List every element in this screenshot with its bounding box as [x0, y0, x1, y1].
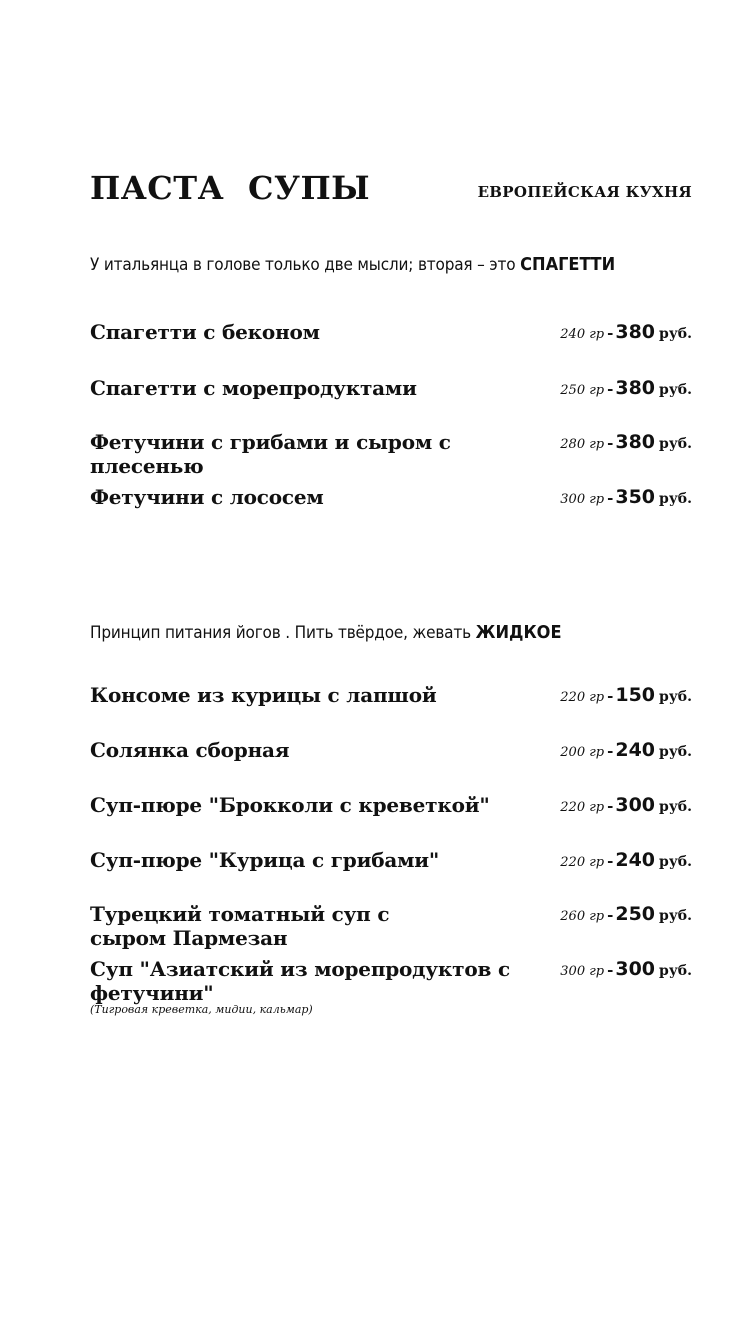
item-name: Спагетти с морепродуктами [90, 376, 417, 400]
item-weight: 300 гр [560, 964, 605, 979]
soups-quote-text: Принцип питания йогов . Пить твёрдое, жевать [90, 623, 471, 643]
item-price: 220 гр - 240 руб. [560, 849, 692, 871]
item-price: 300 гр - 350 руб. [560, 486, 692, 508]
item-price-value: 240 [615, 849, 656, 871]
soups-quote-emphasis: ЖИДКОЕ [475, 622, 562, 643]
item-currency: руб. [659, 854, 692, 870]
item-note: (Тигровая креветка, мидии, кальмар) [90, 1003, 313, 1016]
item-currency: руб. [659, 326, 692, 342]
item-price-value: 380 [615, 431, 656, 453]
item-currency: руб. [659, 963, 692, 979]
item-currency: руб. [659, 491, 692, 507]
item-weight: 220 гр [560, 855, 605, 870]
item-currency: руб. [659, 908, 692, 924]
menu-header [90, 168, 692, 208]
item-name: Консоме из курицы с лапшой [90, 683, 437, 707]
item-name: Солянка сборная [90, 738, 290, 762]
item-weight: 220 гр [560, 800, 605, 815]
item-name: Турецкий томатный суп с сыром Пармезан [90, 902, 390, 950]
pasta-quote [90, 252, 615, 278]
item-price: 240 гр - 380 руб. [560, 321, 692, 343]
item-name: Суп-пюре "Курица с грибами" [90, 848, 440, 872]
item-currency: руб. [659, 744, 692, 760]
item-price-value: 300 [615, 958, 656, 980]
item-price: 220 гр - 150 руб. [560, 684, 692, 706]
cuisine-label: ЕВРОПЕЙСКАЯ КУХНЯ [477, 183, 692, 201]
item-price-value: 250 [615, 903, 656, 925]
item-currency: руб. [659, 436, 692, 452]
item-weight: 200 гр [560, 745, 605, 760]
item-price: 300 гр - 300 руб. [560, 958, 692, 980]
item-name: Фетучини с лососем [90, 485, 324, 509]
item-name: Суп-пюре "Брокколи с креветкой" [90, 793, 490, 817]
item-currency: руб. [659, 689, 692, 705]
item-name: Фетучини с грибами и сыром с плесенью [90, 430, 451, 478]
item-price: 200 гр - 240 руб. [560, 739, 692, 761]
item-price: 260 гр - 250 руб. [560, 903, 692, 925]
category-title-pasta: ПАСТА [90, 169, 225, 207]
soups-quote [90, 620, 562, 646]
item-price-value: 240 [615, 739, 656, 761]
category-title-soups: СУПЫ [248, 169, 371, 207]
item-price: 250 гр - 380 руб. [560, 377, 692, 399]
item-weight: 250 гр [560, 383, 605, 398]
item-price-value: 380 [615, 377, 656, 399]
item-currency: руб. [659, 799, 692, 815]
item-weight: 240 гр [560, 327, 605, 342]
item-price-value: 380 [615, 321, 656, 343]
item-price-value: 300 [615, 794, 656, 816]
pasta-quote-text: У итальянца в голове только две мысли; вторая – это [90, 255, 516, 275]
item-price: 220 гр - 300 руб. [560, 794, 692, 816]
item-price: 280 гр - 380 руб. [560, 431, 692, 453]
item-name: Спагетти с беконом [90, 320, 320, 344]
item-name: Суп "Азиатский из морепродуктов с фетучини" [90, 957, 510, 1005]
item-weight: 260 гр [560, 909, 605, 924]
item-price-value: 150 [615, 684, 656, 706]
item-weight: 280 гр [560, 437, 605, 452]
item-weight: 300 гр [560, 492, 605, 507]
item-price-value: 350 [615, 486, 656, 508]
pasta-quote-emphasis: СПАГЕТТИ [520, 254, 616, 275]
item-weight: 220 гр [560, 690, 605, 705]
item-currency: руб. [659, 382, 692, 398]
